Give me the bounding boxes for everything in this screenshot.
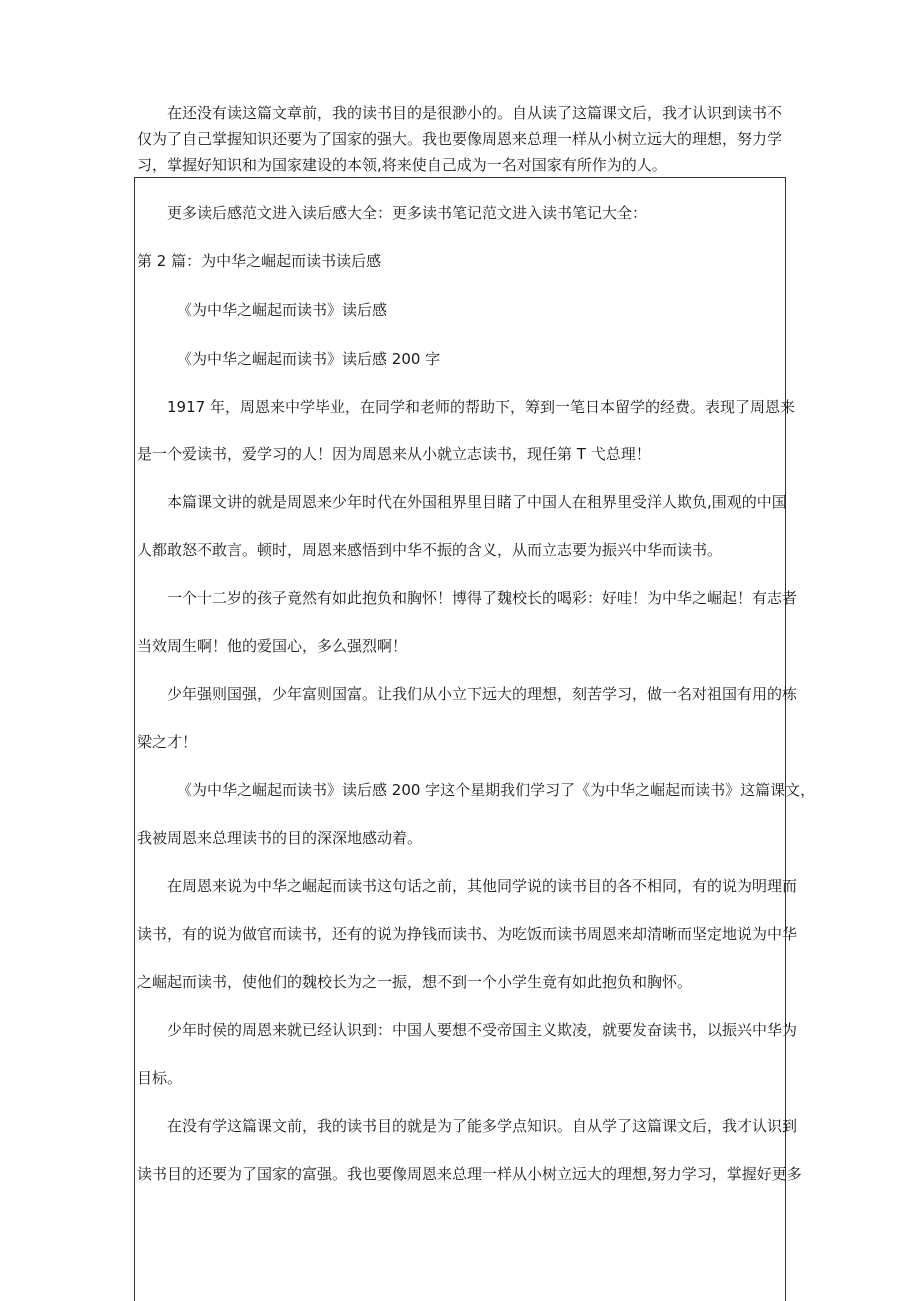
paragraph-line: 之崛起而读书，使他们的魏校长为之一振，想不到一个小学生竟有如此抱负和胸怀。 [137, 973, 693, 991]
paragraph-line: 读书目的还要为了国家的富强。我也要像周恩来总理一样从小树立远大的理想,努力学习，掌握好更多 [137, 1165, 802, 1183]
paragraph-line: 我被周恩来总理读书的目的深深地感动着。 [137, 829, 423, 847]
chapter-heading: 第 2 篇：为中华之崛起而读书读后感 [137, 252, 382, 270]
paragraph-line: 目标。 [137, 1069, 183, 1087]
paragraph-line: 少年强则国强，少年富则国富。让我们从小立下远大的理想，刻苦学习，做一名对祖国有用的栋 [167, 685, 798, 703]
paragraph-line: 当效周生啊！他的爱国心，多么强烈啊！ [137, 637, 408, 655]
intro-paragraph: 在还没有读这篇文章前，我的读书目的是很渺小的。自从读了这篇课文后，我才认识到读书不仅为了自己掌握知识还要为了国家的强大。我也要像周恩来总理一样从小树立远大的理想，努力学习，掌握好知识和为国家建设的本领,将来使自己成为一名对国家有所作为的人。 [137, 104, 783, 174]
paragraph-line: 在没有学这篇课文前，我的读书目的就是为了能多学点知识。自从学了这篇课文后，我才认识到 [167, 1117, 798, 1135]
more-links-line: 更多读后感范文进入读后感大全：更多读书笔记范文进入读书笔记大全： [167, 204, 648, 222]
paragraph-line: 本篇课文讲的就是周恩来少年时代在外国租界里目睹了中国人在租界里受洋人欺负,围观的中国 [167, 493, 787, 511]
essay-title: 《为中华之崛起而读书》读后感 [177, 301, 388, 319]
paragraph-line: 《为中华之崛起而读书》读后感 200 字这个星期我们学习了《为中华之崛起而读书》这篇课文， [177, 781, 816, 799]
paragraph-line: 一个十二岁的孩子竟然有如此抱负和胸怀！博得了魏校长的喝彩：好哇！为中华之崛起！有志者 [167, 589, 798, 607]
paragraph-line: 少年时侯的周恩来就已经认识到：中国人要想不受帝国主义欺凌，就要发奋读书，以振兴中华为 [167, 1021, 798, 1039]
paragraph-line: 是一个爱读书，爱学习的人！因为周恩来从小就立志读书，现任第 T 弋总理！ [137, 445, 651, 463]
essay-subtitle: 《为中华之崛起而读书》读后感 200 字 [177, 350, 441, 368]
paragraph-line: 在周恩来说为中华之崛起而读书这句话之前，其他同学说的读书目的各不相同，有的说为明理而 [167, 877, 798, 895]
paragraph-line: 1917 年，周恩来中学毕业，在同学和老师的帮助下，筹到一笔日本留学的经费。表现了周恩来 [167, 398, 795, 416]
paragraph-line: 读书，有的说为做官而读书，还有的说为挣钱而读书、为吃饭而读书周恩来却清晰而坚定地说为中华 [137, 925, 798, 943]
paragraph-line: 人都敢怒不敢言。顿时，周恩来感悟到中华不振的含义，从而立志要为振兴中华而读书。 [137, 541, 723, 559]
paragraph-line: 梁之才！ [137, 733, 198, 751]
